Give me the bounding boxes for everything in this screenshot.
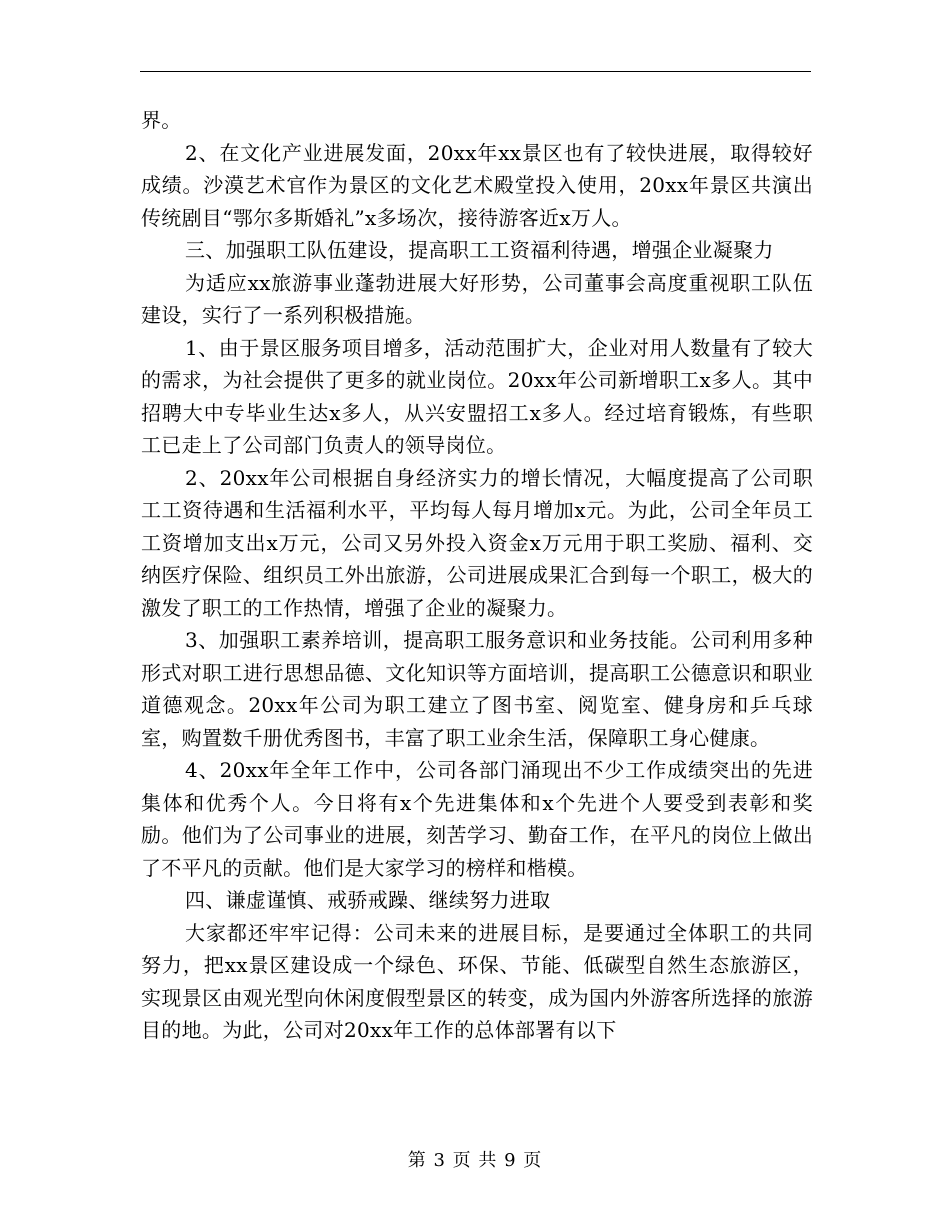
- section-heading: 四、谦虚谨慎、戒骄戒躁、继续努力进取: [185, 888, 551, 912]
- paragraph: 2、20xx年公司根据自身经济实力的增长情况，大幅度提高了公司职工工资待遇和生活福利水平，平均每人每月增加x元。为此，公司全年员工工资增加支出x万元，公司又另外投入资金x万元用于职工奖励、福利、交纳医疗保险、组织员工外出旅游，公司进展成果汇合到每一个职工，极大的激发了职工的工作热情，增强了企业的凝聚力。: [141, 465, 813, 620]
- header-rule: [140, 71, 811, 72]
- paragraph: 1、由于景区服务项目增多，活动范围扩大，企业对用人数量有了较大的需求，为社会提供了更多的就业岗位。20xx年公司新增职工x多人。其中招聘大中专毕业生达x多人，从兴安盟招工x多人。经过培育锻炼，有些职工已走上了公司部门负责人的领导岗位。: [141, 335, 813, 457]
- page-number: 第 3 页 共 9 页: [407, 1150, 543, 1171]
- paragraph: 界。: [141, 108, 182, 132]
- paragraph: 2、在文化产业进展发面，20xx年xx景区也有了较快进展，取得较好成绩。沙漠艺术官作为景区的文化艺术殿堂投入使用，20xx年景区共演出传统剧目“鄂尔多斯婚礼”x多场次，接待游客近x万人。: [141, 140, 813, 230]
- paragraph: 3、加强职工素养培训，提高职工服务意识和业务技能。公司利用多种形式对职工进行思想品德、文化知识等方面培训，提高职工公德意识和职业道德观念。20xx年公司为职工建立了图书室、阅览室、健身房和乒乓球室，购置数千册优秀图书，丰富了职工业余生活，保障职工身心健康。: [141, 628, 813, 750]
- section-heading: 三、加强职工队伍建设，提高职工工资福利待遇，增强企业凝聚力: [185, 238, 774, 262]
- paragraph: 4、20xx年全年工作中，公司各部门涌现出不少工作成绩突出的先进集体和优秀个人。今日将有x个先进集体和x个先进个人要受到表彰和奖励。他们为了公司事业的进展，刻苦学习、勤奋工作，在平凡的岗位上做出了不平凡的贡献。他们是大家学习的榜样和楷模。: [141, 758, 813, 880]
- paragraph: 为适应xx旅游事业蓬勃进展大好形势，公司董事会高度重视职工队伍建设，实行了一系列积极措施。: [141, 270, 813, 327]
- document-body: [141, 104, 813, 1047]
- paragraph: 大家都还牢牢记得：公司未来的进展目标，是要通过全体职工的共同努力，把xx景区建设成一个绿色、环保、节能、低碳型自然生态旅游区，实现景区由观光型向休闲度假型景区的转变，成为国内外游客所选择的旅游目的地。为此，公司对20xx年工作的总体部署有以下: [141, 920, 813, 1042]
